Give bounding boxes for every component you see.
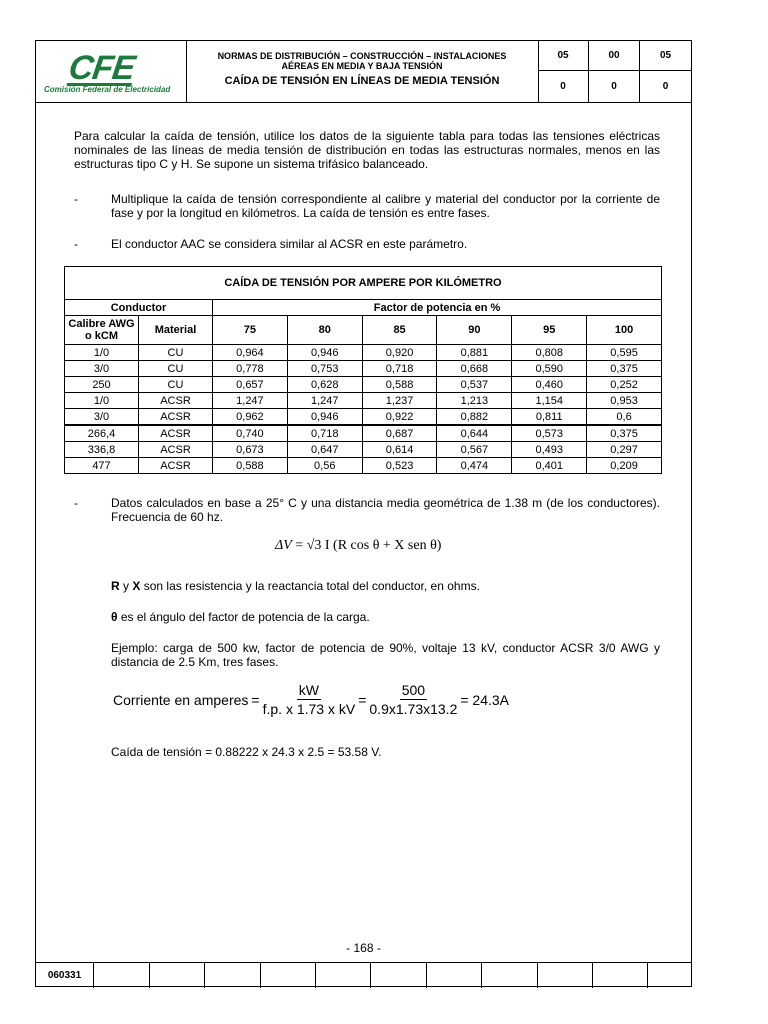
footer-cell [427,963,482,988]
formula-rhs: I (R cos θ + X sen θ) [324,538,442,553]
current-eq-2: = [358,691,367,708]
cell-calibre: 266,4 [65,425,139,442]
cell-value: 0,718 [362,361,437,377]
cell-value: 0,375 [587,361,662,377]
col-pf-95: 95 [512,316,587,345]
page-number: - 168 - [346,941,381,955]
rx-definition [111,579,480,593]
logo-text: CFE [66,49,137,87]
rx-rest: son las resistencia y la reactancia total del conductor, en ohms. [143,579,480,593]
table-row [65,409,662,426]
fraction-1-denominator: f.p. x 1.73 x kV [262,701,356,717]
cell-value: 0,753 [287,361,362,377]
cell-calibre: 3/0 [65,409,139,426]
note-dash: - [74,496,78,510]
cell-value: 0,252 [587,377,662,393]
table-row [65,377,662,393]
footer-cell [371,963,427,988]
footer-code: 060331 [36,963,94,988]
cell-material: CU [139,361,213,377]
table-row [65,393,662,409]
logo-cell [36,41,187,102]
cell-value: 0,644 [437,425,512,442]
cell-material: ACSR [139,393,213,409]
table-row [65,442,662,458]
footer-cell [316,963,371,988]
footer-cell [261,963,316,988]
cell-value: 0,537 [437,377,512,393]
cell-value: 0,778 [213,361,288,377]
note-text: Datos calculados en base a 25° C y una distancia media geométrica de 1.38 m (de los conductores). Frecuencia de 60 hz. [111,496,660,524]
header-title [186,41,539,102]
cell-value: 1,247 [213,393,288,409]
cell-material: CU [139,377,213,393]
cell-value: 0,56 [287,458,362,474]
col-pf-75: 75 [213,316,288,345]
cell-value: 0,922 [362,409,437,426]
fraction-2-numerator: 500 [401,682,426,698]
footer-cell [538,963,593,988]
cell-material: ACSR [139,425,213,442]
cell-value: 1,247 [287,393,362,409]
voltage-drop-result: Caída de tensión = 0.88222 x 24.3 x 2.5 = 53.58 V. [111,745,382,759]
header-title-line2: AÉREAS EN MEDIA Y BAJA TENSIÓN [281,61,443,71]
formula-sqrt: √3 [306,538,322,553]
table-row [65,361,662,377]
bullet-dash-2: - [74,237,78,251]
cell-material: ACSR [139,409,213,426]
cell-value: 0,882 [437,409,512,426]
footer-cell [150,963,205,988]
col-material: Material [139,316,213,345]
current-formula [113,682,512,717]
col-pf-80: 80 [287,316,362,345]
col-calibre: Calibre AWG o kCM [65,316,139,345]
bullet-1: Multiplique la caída de tensión correspondiente al calibre y material del conductor por la corriente de fase y por la longitud en kilómetros. La caída de tensión es entre fases. [111,192,660,220]
group-conductor: Conductor [65,300,213,316]
fraction-1-numerator: kW [298,682,319,698]
cell-value: 0,614 [362,442,437,458]
cell-value: 0,881 [437,345,512,361]
bullet-dash-1: - [74,192,78,206]
cell-value: 0,567 [437,442,512,458]
theta-rest: es el ángulo del factor de potencia de la carga. [120,610,370,624]
cfe-logo [66,49,136,88]
cell-calibre: 3/0 [65,361,139,377]
footer-cell [593,963,648,988]
cell-calibre: 336,8 [65,442,139,458]
header-main-title: CAÍDA DE TENSIÓN EN LÍNEAS DE MEDIA TENSIÓN [224,75,500,87]
cell-value: 1,237 [362,393,437,409]
rx-x: X [132,579,141,593]
cell-calibre: 1/0 [65,345,139,361]
cell-value: 0,657 [213,377,288,393]
current-result: = 24.3A [460,691,510,708]
cell-calibre: 477 [65,458,139,474]
current-eq-1: = [251,691,260,708]
document-header [36,41,691,103]
code-top-2: 00 [589,41,640,71]
table-body [65,345,662,474]
cell-value: 0,740 [213,425,288,442]
cell-value: 0,673 [213,442,288,458]
bullet-2: El conductor AAC se considera similar al ACSR en este parámetro. [111,237,468,251]
rx-r: R [111,579,120,593]
group-power-factor: Factor de potencia en % [213,300,662,316]
table-caption: CAÍDA DE TENSIÓN POR AMPERE POR KILÓMETRO [65,267,662,300]
cell-value: 0,687 [362,425,437,442]
theta-definition [111,610,370,624]
cell-value: 0,588 [362,377,437,393]
current-fraction-2 [369,682,457,717]
cell-value: 0,474 [437,458,512,474]
cell-value: 0,460 [512,377,587,393]
cell-value: 0,493 [512,442,587,458]
cell-calibre: 250 [65,377,139,393]
cell-value: 0,6 [587,409,662,426]
cell-value: 1,213 [437,393,512,409]
logo-subtitle: Comisión Federal de Electricidad [44,85,171,94]
table-row [65,425,662,442]
code-top-1: 05 [538,41,589,71]
cell-value: 0,946 [287,345,362,361]
footer-cell [648,963,691,988]
header-title-line1: NORMAS DE DISTRIBUCIÓN – CONSTRUCCIÓN – INSTALACIONES [217,51,507,61]
cell-value: 0,962 [213,409,288,426]
fraction-2-denominator: 0.9x1.73x13.2 [369,701,458,717]
voltage-drop-table [64,266,662,474]
col-pf-90: 90 [437,316,512,345]
cell-value: 0,573 [512,425,587,442]
cell-value: 0,946 [287,409,362,426]
cell-value: 0,523 [362,458,437,474]
code-bottom-1: 0 [538,71,589,102]
cell-value: 0,718 [287,425,362,442]
footer-strip [36,962,691,988]
cell-value: 0,668 [437,361,512,377]
cell-material: ACSR [139,458,213,474]
cell-value: 0,628 [287,377,362,393]
cell-value: 0,375 [587,425,662,442]
code-bottom-2: 0 [589,71,640,102]
intro-paragraph: Para calcular la caída de tensión, utilice los datos de la siguiente tabla para todas las tensiones eléctricas nominales de las líneas de media tensión de distribución en todas las estructuras normales, menos en las estructuras tipo C y H. Se supone un sistema trifásico balanceado. [74,129,660,171]
cell-value: 0,401 [512,458,587,474]
current-label: Corriente en amperes [113,691,249,708]
cell-value: 0,590 [512,361,587,377]
table-row [65,458,662,474]
cell-value: 1,154 [512,393,587,409]
col-pf-100: 100 [587,316,662,345]
voltage-drop-formula [275,538,441,554]
cell-value: 0,588 [213,458,288,474]
cell-value: 0,297 [587,442,662,458]
table-row [65,345,662,361]
code-bottom-3: 0 [662,81,669,92]
cell-value: 0,647 [287,442,362,458]
example-text: Ejemplo: carga de 500 kw, factor de potencia de 90%, voltaje 13 kV, conductor ACSR 3/0 AWG y distancia de 2.5 Km, tres fases. [111,641,660,669]
footer-cell [482,963,538,988]
cell-value: 0,811 [512,409,587,426]
cell-material: CU [139,345,213,361]
formula-lhs: ΔV [275,538,292,553]
cell-value: 0,209 [587,458,662,474]
theta-symbol: θ [111,610,118,624]
cell-value: 0,920 [362,345,437,361]
page-frame [35,40,692,987]
cell-value: 0,808 [512,345,587,361]
header-codes [538,41,691,102]
current-fraction-1 [263,682,356,717]
footer-cell [205,963,261,988]
cell-material: ACSR [139,442,213,458]
footer-cell [94,963,150,988]
cell-calibre: 1/0 [65,393,139,409]
rx-y: y [123,579,130,593]
header-title-lines [186,51,538,71]
code-top-3: 05 [640,41,691,71]
cell-value: 0,595 [587,345,662,361]
formula-equals: = [295,538,304,553]
cell-value: 0,953 [587,393,662,409]
cell-value: 0,964 [213,345,288,361]
col-pf-85: 85 [362,316,437,345]
